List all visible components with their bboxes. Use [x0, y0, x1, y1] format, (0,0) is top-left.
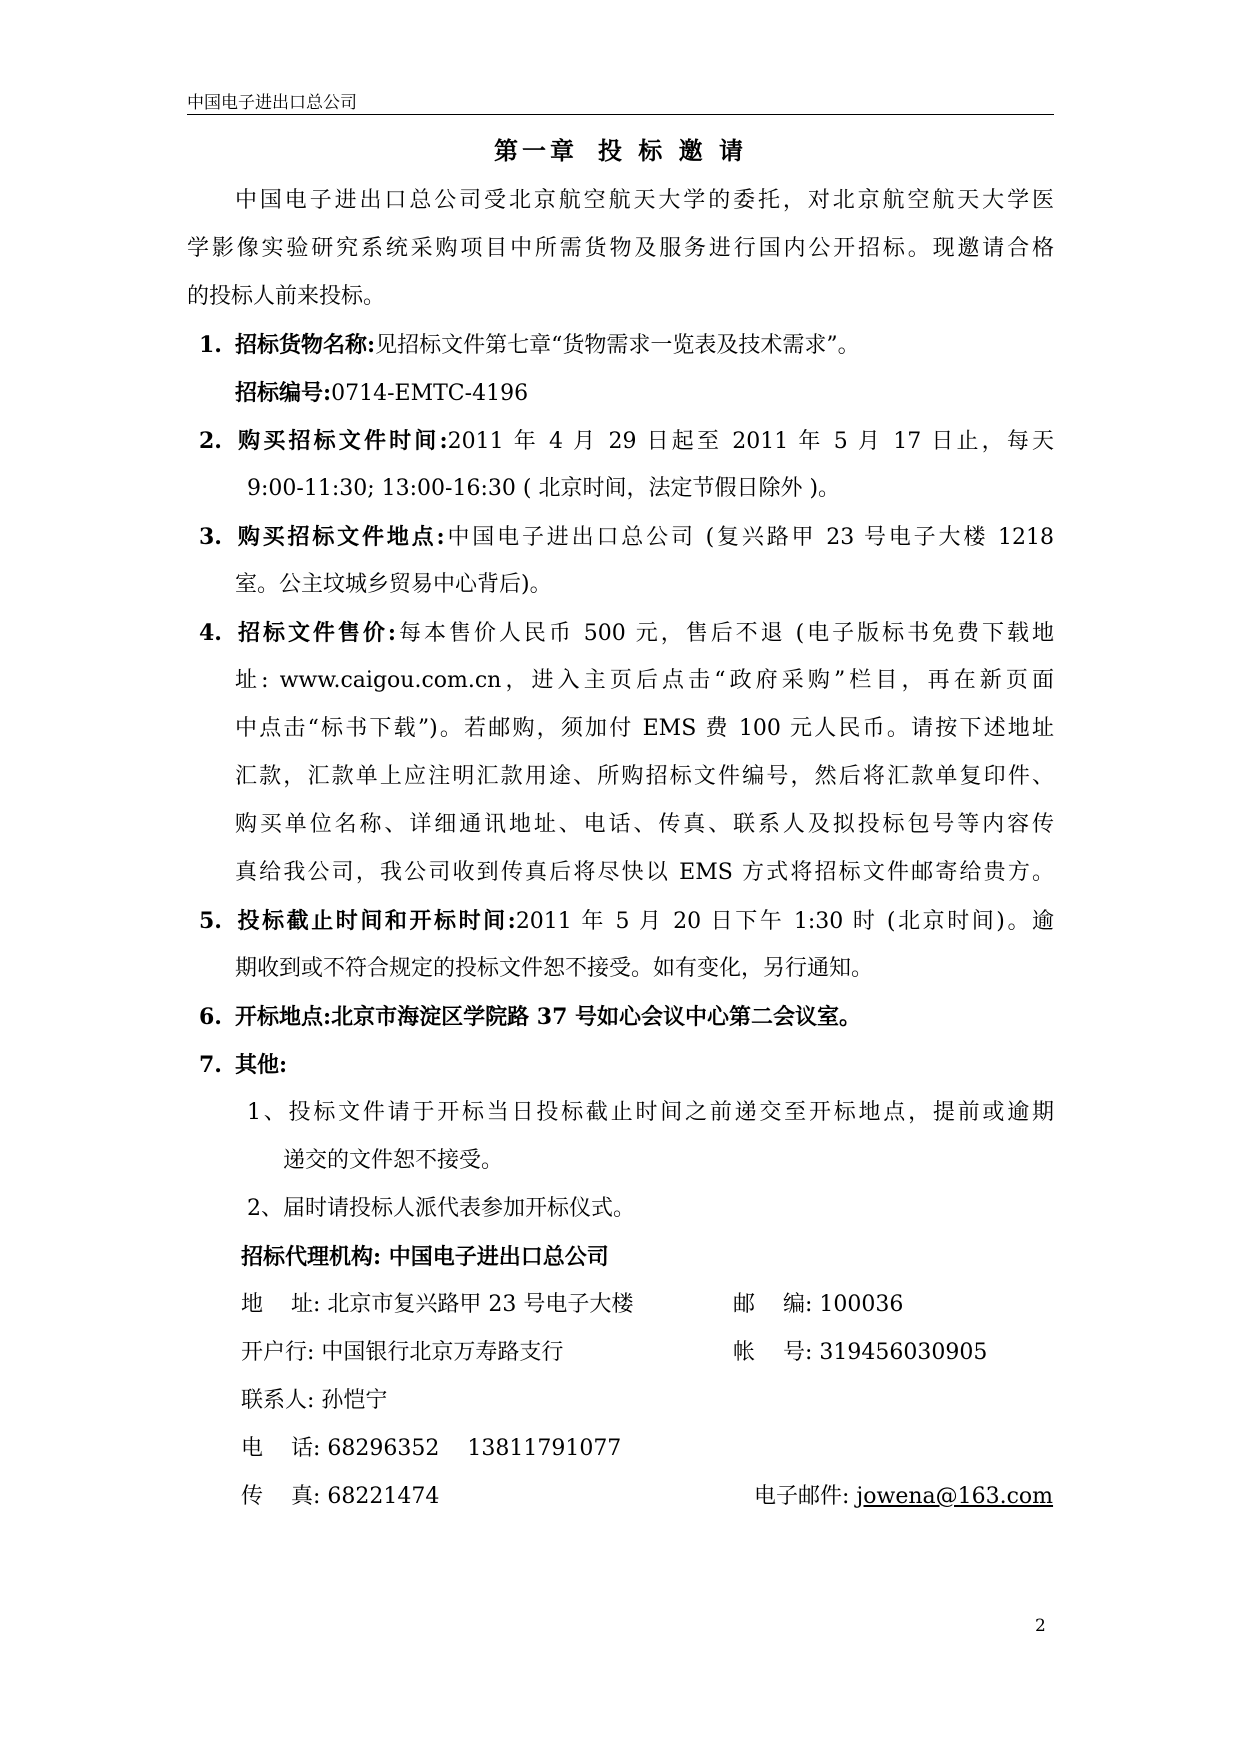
contact-person-label: 联系人:: [241, 1388, 315, 1413]
tender-code: [235, 378, 528, 409]
item-text: 每本售价人民币 500 元，售后不退 (电子版标书免费下载地: [395, 621, 1054, 646]
item-number: 6.: [199, 1004, 222, 1030]
item-text: 见招标文件第七章“货物需求一览表及技术需求”。: [375, 333, 860, 358]
item-text: 2011 年 4 月 29 日起至 2011 年 5 月 17 日止，每天: [447, 429, 1055, 454]
item-number: 4.: [199, 620, 222, 646]
item-number: 2.: [199, 428, 222, 454]
item-4-line-6: 真给我公司，我公司收到传真后将尽快以 EMS 方式将招标文件邮寄给贵方。: [235, 860, 1054, 885]
email: [754, 1482, 1053, 1512]
bank: [241, 1338, 563, 1368]
item-1: [199, 330, 860, 361]
account-label: 帐 号:: [733, 1340, 813, 1365]
header-rule: [187, 114, 1054, 115]
address-value: 北京市复兴路甲 23 号电子大楼: [327, 1292, 634, 1317]
item-label: 投标截止时间和开标时间:: [235, 908, 516, 934]
item-number: 1.: [199, 332, 222, 358]
chapter-number: 第一章: [493, 136, 578, 165]
intro-line-2: 学影像实验研究系统采购项目中所需货物及服务进行国内公开招标。现邀请合格: [187, 236, 1054, 261]
item-2: [199, 426, 1054, 457]
fax: [241, 1482, 439, 1512]
postcode-value: 100036: [819, 1292, 904, 1317]
item-3-line-2: 室。公主坟城乡贸易中心背后)。: [235, 572, 552, 597]
item-7: [199, 1050, 287, 1080]
page-number: 2: [1035, 1616, 1046, 1636]
agency-label: 招标代理机构:: [241, 1244, 382, 1270]
postcode-label: 邮 编:: [733, 1292, 813, 1317]
contact-person: [241, 1386, 387, 1416]
item-5-line-2: 期收到或不符合规定的投标文件恕不接受。如有变化，另行通知。: [235, 956, 874, 981]
item-7-sub-1: 1、投标文件请于开标当日投标截止时间之前递交至开标地点，提前或逾期: [247, 1100, 1054, 1125]
account: [733, 1338, 987, 1368]
bank-label: 开户行:: [241, 1340, 315, 1365]
address-label: 地 址:: [241, 1292, 321, 1317]
item-4-line-5: 购买单位名称、详细通讯地址、电话、传真、联系人及拟投标包号等内容传: [235, 812, 1054, 837]
item-label: 购买招标文件地点:: [235, 524, 445, 550]
postcode: [733, 1290, 903, 1320]
item-label: 招标文件售价:: [235, 620, 396, 646]
item-label: 其他:: [235, 1052, 288, 1078]
item-number: 3.: [199, 524, 222, 550]
email-label: 电子邮件:: [754, 1484, 850, 1509]
item-4-line-3: 中点击“标书下载”)。若邮购，须加付 EMS 费 100 元人民币。请按下述地址: [235, 716, 1054, 741]
fax-value: 68221474: [327, 1484, 440, 1509]
item-6: [199, 1002, 861, 1032]
intro-line-1: 中国电子进出口总公司受北京航空航天大学的委托，对北京航空航天大学医: [235, 188, 1054, 213]
item-4-line-2: 址: www.caigou.com.cn，进入主页后点击“政府采购”栏目，再在新页面: [235, 668, 1054, 693]
email-link[interactable]: jowena@163.com: [856, 1484, 1054, 1509]
item-7-sub-1-line-2: 递交的文件恕不接受。: [283, 1148, 504, 1173]
item-label: 购买招标文件时间:: [235, 428, 448, 454]
fax-label: 传 真:: [241, 1484, 321, 1509]
intro-line-3: 的投标人前来投标。: [187, 284, 386, 309]
phone-value: 68296352 13811791077: [327, 1436, 622, 1461]
agency: [241, 1242, 609, 1272]
bank-value: 中国银行北京万寿路支行: [321, 1340, 564, 1365]
item-text: 中国电子进出口总公司 (复兴路甲 23 号电子大楼 1218: [444, 525, 1054, 550]
agency-name: 中国电子进出口总公司: [388, 1244, 609, 1270]
page-header: 中国电子进出口总公司: [187, 93, 357, 113]
item-3: [199, 522, 1054, 553]
contact-person-value: 孙恺宁: [321, 1388, 388, 1413]
item-7-sub-2: 2、届时请投标人派代表参加开标仪式。: [247, 1196, 635, 1221]
item-number: 5.: [199, 908, 222, 934]
phone: [241, 1434, 621, 1464]
item-text: 2011 年 5 月 20 日下午 1:30 时 (北京时间)。逾: [515, 909, 1055, 934]
chapter-title: [0, 131, 1241, 166]
item-label: 招标货物名称:: [235, 332, 376, 358]
chapter-name: 投 标 邀 请: [597, 136, 748, 165]
item-4: [199, 618, 1054, 649]
tender-code-label: 招标编号:: [235, 380, 332, 406]
item-text: 北京市海淀区学院路 37 号如心会议中心第二会议室。: [331, 1004, 862, 1030]
item-5: [199, 906, 1054, 937]
item-label: 开标地点:: [235, 1004, 332, 1030]
address: [241, 1290, 633, 1320]
item-2-line-2: 9:00-11:30; 13:00-16:30 ( 北京时间，法定节假日除外 )。: [247, 476, 841, 501]
item-4-line-4: 汇款，汇款单上应注明汇款用途、所购招标文件编号，然后将汇款单复印件、: [235, 764, 1054, 789]
phone-label: 电 话:: [241, 1436, 321, 1461]
item-number: 7.: [199, 1052, 222, 1078]
tender-code-value: 0714-EMTC-4196: [331, 381, 529, 406]
account-value: 319456030905: [819, 1340, 988, 1365]
